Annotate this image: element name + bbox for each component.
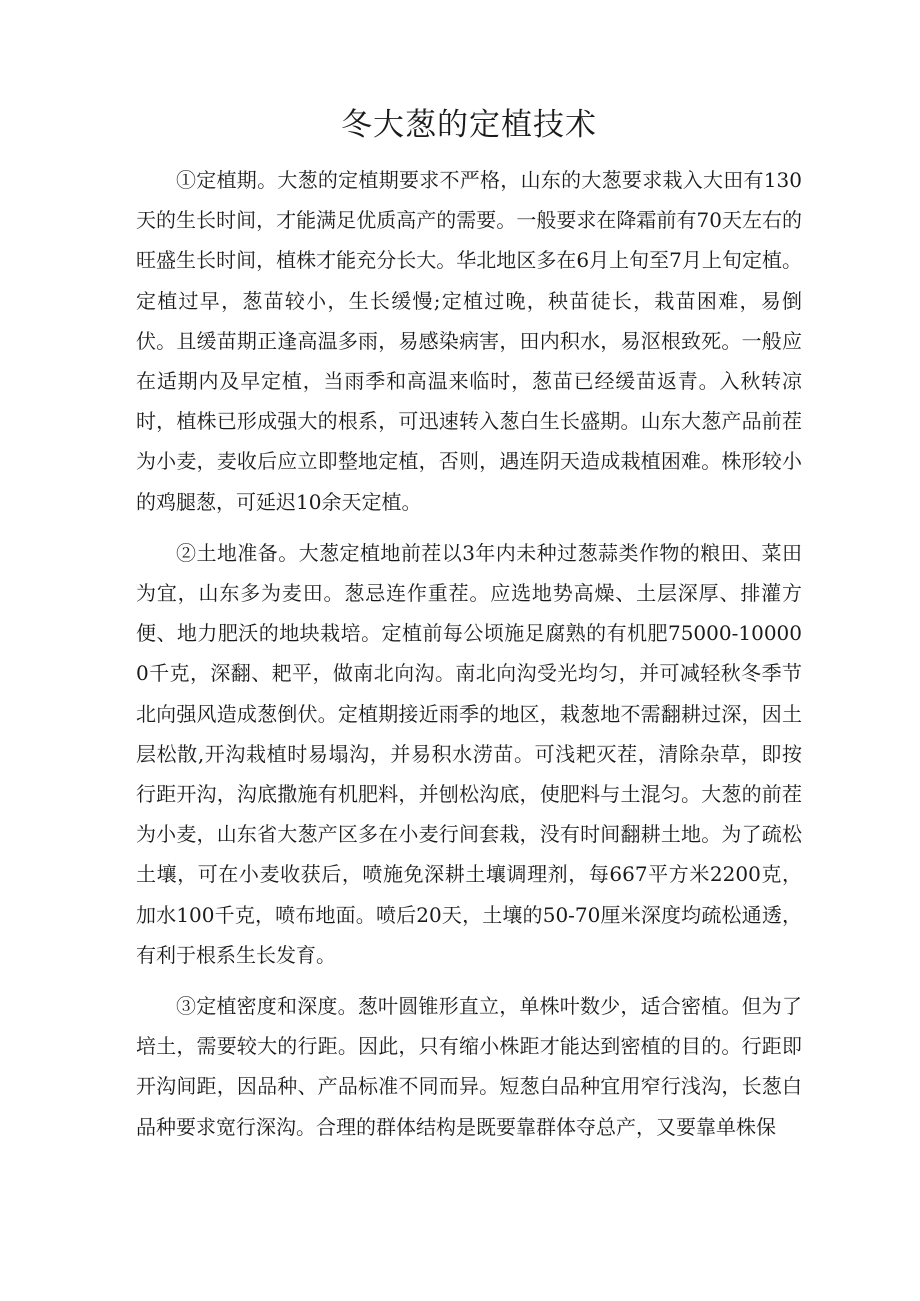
paragraph-land-preparation: ②土地准备。大葱定植地前茬以3年内未种过葱蒜类作物的粮田、菜田为宜，山东多为麦田。葱忌连作重茬。应选地势高燥、土层深厚、排灌方便、地力肥沃的地块栽培。定植前每公顷施足腐熟的有机肥75000-100000千克，深翻、耙平，做南北向沟。南北向沟受光均匀，并可减轻秋冬季节北向强风造成葱倒伏。定植期接近雨季的地区，栽葱地不需翻耕过深，因土层松散,开沟栽植时易塌沟，并易积水涝苗。可浅耙灭茬，清除杂草，即按行距开沟，沟底撒施有机肥料，并刨松沟底，使肥料与土混匀。大葱的前茬为小麦，山东省大葱产区多在小麦行间套栽，没有时间翻耕土地。为了疏松土壤，可在小麦收获后，喷施免深耕土壤调理剂，每667平方米2200克，加水100千克，喷布地面。喷后20天，土壤的50-70厘米深度均疏松通透，有利于根系生长发育。 [136, 540, 802, 967]
document-title: 冬大葱的定植技术 [341, 107, 597, 143]
paragraph-planting-period: ①定植期。大葱的定植期要求不严格，山东的大葱要求栽入大田有130天的生长时间，才能满足优质高产的需要。一般要求在降霜前有70天左右的旺盛生长时间，植株才能充分长大。华北地区多在6月上旬至7月上旬定植。定植过早，葱苗较小，生长缓慢;定植过晚，秧苗徒长，栽苗困难，易倒伏。且缓苗期正逢高温多雨，易感染病害，田内积水，易沤根致死。一般应在适期内及早定植，当雨季和高温来临时，葱苗已经缓苗返青。入秋转凉时，植株已形成强大的根系，可迅速转入葱白生长盛期。山东大葱产品前茬为小麦，麦收后应立即整地定植，否则，遇连阴天造成栽植困难。株形较小的鸡腿葱，可延迟10余天定植。 [136, 168, 802, 514]
paragraph-density-depth: ③定植密度和深度。葱叶圆锥形直立，单株叶数少，适合密植。但为了培土，需要较大的行距。因此，只有缩小株距才能达到密植的目的。行距即开沟间距，因品种、产品标准不同而异。短葱白品种宜用窄行浅沟，长葱白品种要求宽行深沟。合理的群体结构是既要靠群体夺总产，又要靠单株保 [136, 994, 802, 1139]
